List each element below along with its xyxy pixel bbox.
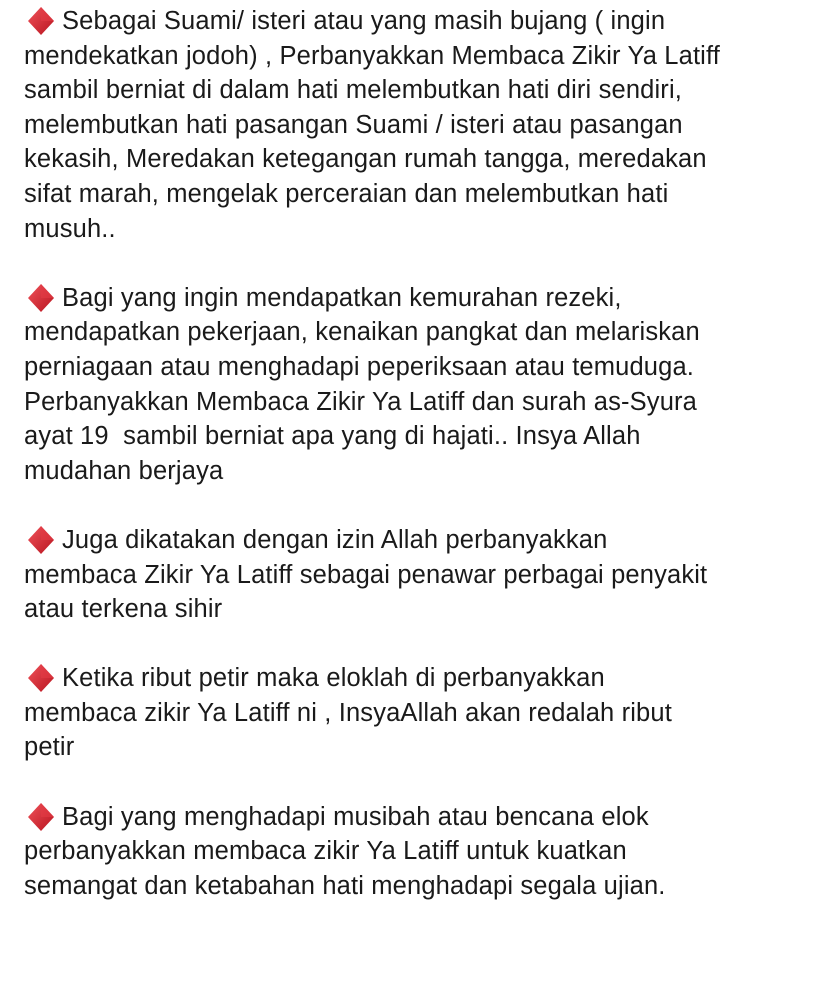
paragraph-2: [24, 281, 814, 489]
paragraph-line: kekasih, Meredakan ketegangan rumah tangga, meredakan: [24, 145, 707, 174]
red-diamond-icon: [24, 525, 58, 553]
paragraph-line: mudahan berjaya: [24, 456, 224, 485]
paragraph-line: Ketika ribut petir maka eloklah di perbanyakkan: [24, 661, 814, 696]
red-diamond-icon: [24, 283, 58, 311]
paragraph-line: perniagaan atau menghadapi peperiksaan atau temuduga.: [24, 352, 695, 381]
paragraph-line: melembutkan hati pasangan Suami / isteri atau pasangan: [24, 110, 683, 139]
paragraph-3: [24, 523, 814, 627]
paragraph-line: Juga dikatakan dengan izin Allah perbanyakkan: [24, 523, 814, 558]
paragraph-line: Sebagai Suami/ isteri atau yang masih bujang ( ingin: [24, 4, 814, 39]
red-diamond-icon: [24, 802, 58, 830]
paragraph-line: Bagi yang menghadapi musibah atau bencana elok: [24, 800, 814, 835]
paragraph-line: musuh..: [24, 214, 116, 243]
paragraph-line: mendekatkan jodoh) , Perbanyakkan Membaca Zikir Ya Latiff: [24, 41, 721, 70]
paragraph-line: sambil berniat di dalam hati melembutkan hati diri sendiri,: [24, 76, 682, 105]
paragraph-line: Bagi yang ingin mendapatkan kemurahan rezeki,: [24, 281, 814, 316]
paragraph-line: petir: [24, 733, 75, 762]
paragraph-line: membaca Zikir Ya Latiff sebagai penawar perbagai penyakit: [24, 560, 708, 589]
paragraph-4: [24, 661, 814, 765]
paragraph-line: atau terkena sihir: [24, 595, 223, 624]
paragraph-line: perbanyakkan membaca zikir Ya Latiff untuk kuatkan: [24, 837, 627, 866]
paragraph-1: [24, 4, 814, 246]
post-body: [24, 4, 814, 938]
paragraph-line: mendapatkan pekerjaan, kenaikan pangkat dan melariskan: [24, 318, 700, 347]
paragraph-line: ayat 19 sambil berniat apa yang di hajati.. Insya Allah: [24, 422, 641, 451]
paragraph-line: membaca zikir Ya Latiff ni , InsyaAllah akan redalah ribut: [24, 698, 672, 727]
red-diamond-icon: [24, 663, 58, 691]
paragraph-line: Perbanyakkan Membaca Zikir Ya Latiff dan surah as-Syura: [24, 387, 698, 416]
paragraph-line: sifat marah, mengelak perceraian dan melembutkan hati: [24, 179, 669, 208]
paragraph-5: [24, 800, 814, 904]
red-diamond-icon: [24, 6, 58, 34]
paragraph-line: semangat dan ketabahan hati menghadapi segala ujian.: [24, 871, 666, 900]
